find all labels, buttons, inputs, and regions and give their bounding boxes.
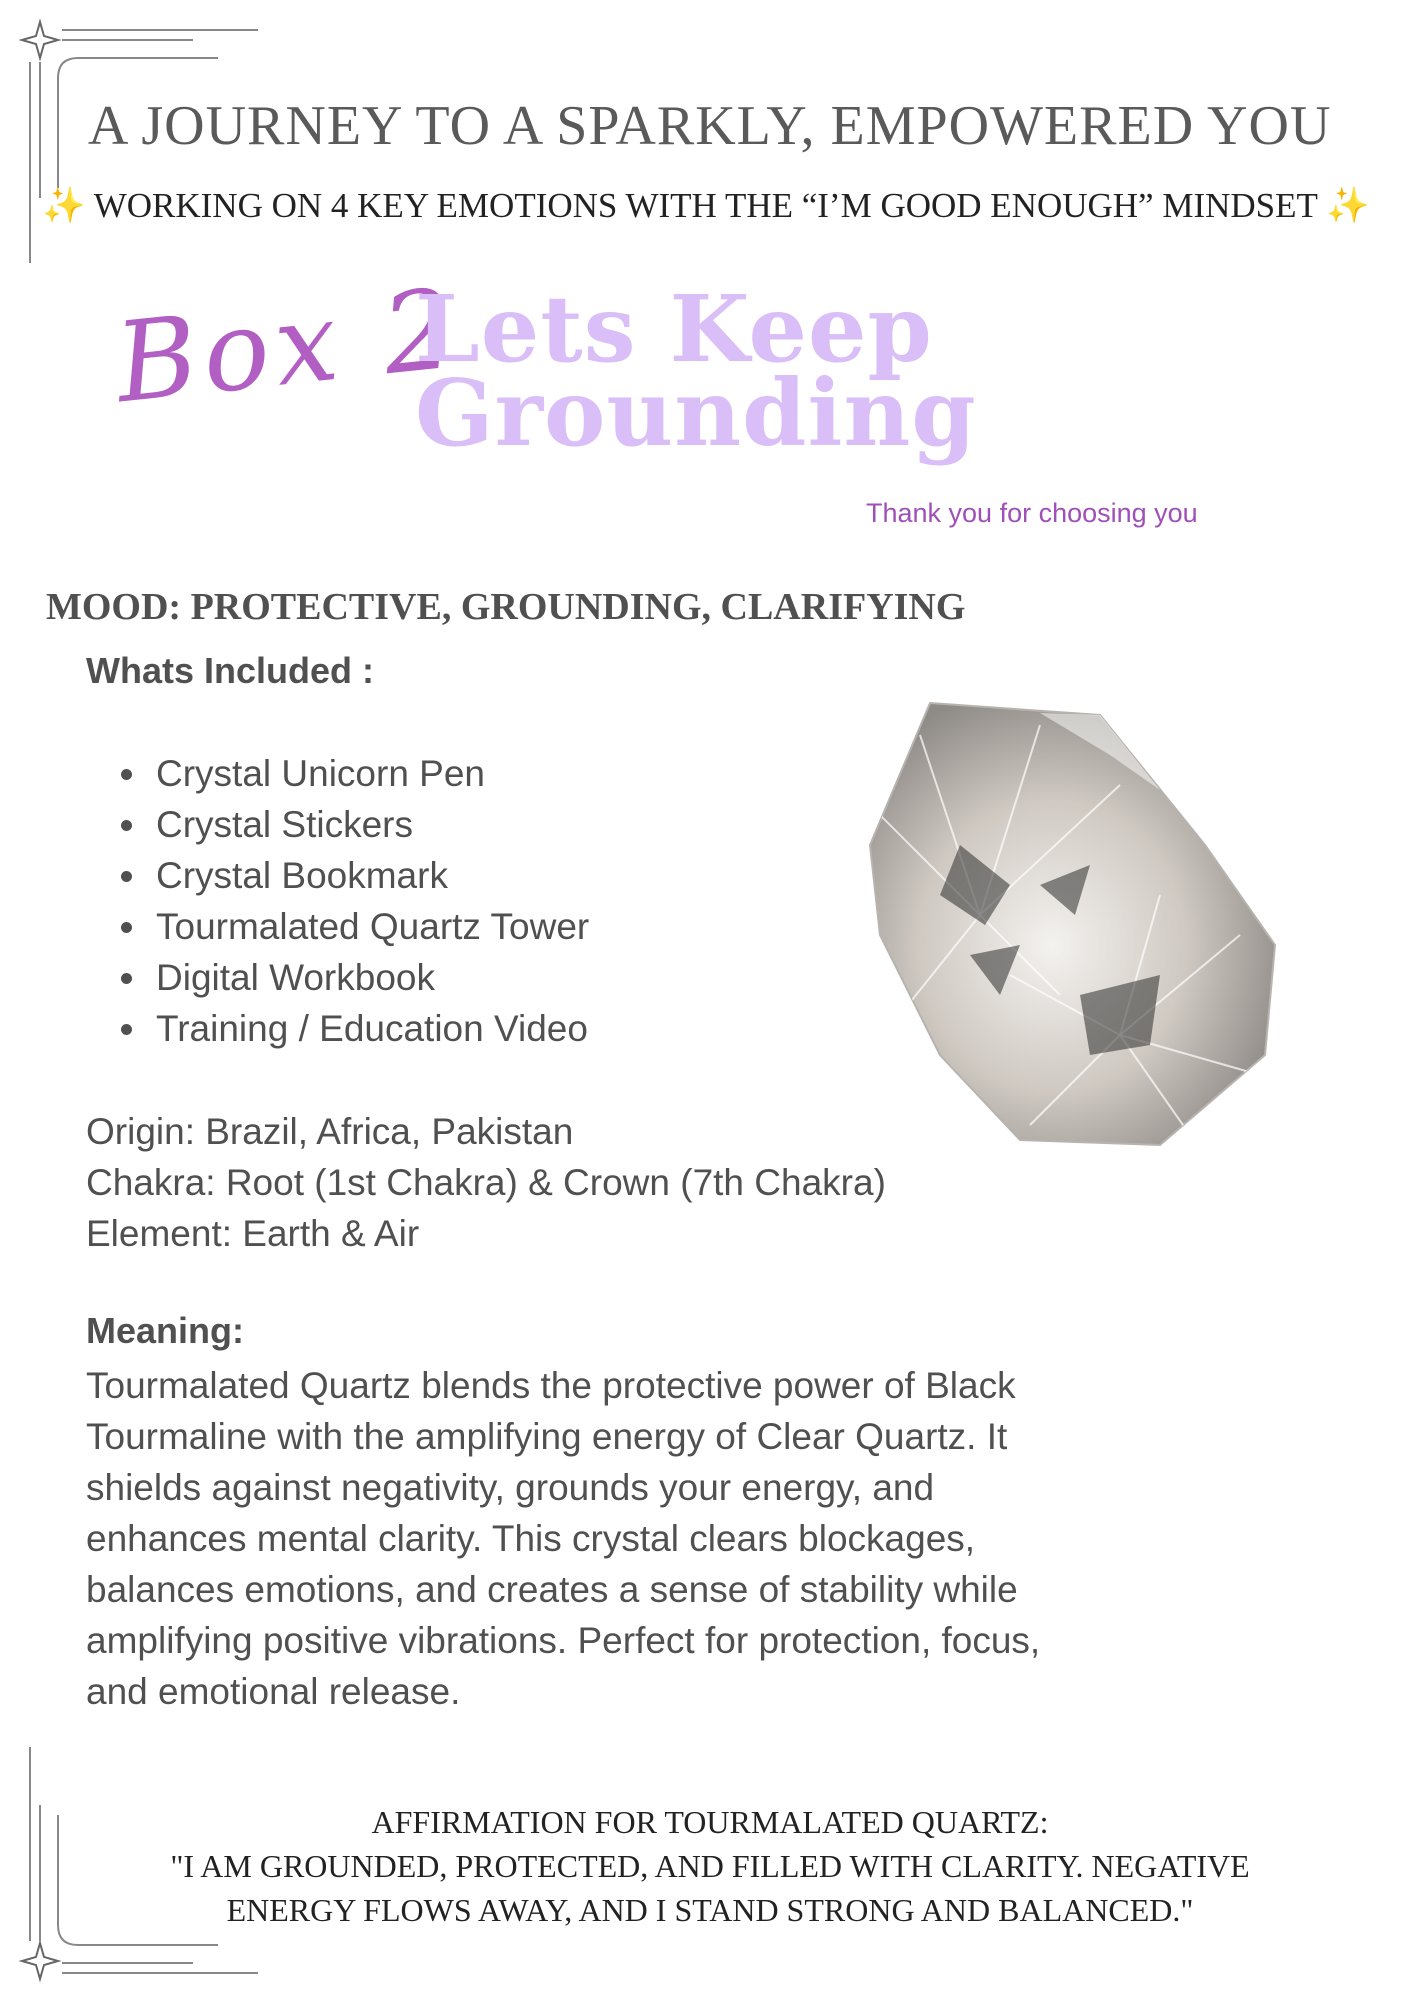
origin-text: Origin: Brazil, Africa, Pakistan — [86, 1111, 574, 1152]
meaning-paragraph: Tourmalated Quartz blends the protective power of Black Tourmaline with the amplifying energy of Clear Quartz. It shields against negativity, grounds your energy, and enhances mental clarity. This crystal clears blockages, balances emotions, and creates a sense of stability while amplifying positive vibrations. Perfect for protection, focus, and emotional release. — [86, 1365, 1041, 1712]
list-item: • Crystal Stickers — [150, 799, 589, 850]
list-item: • Digital Workbook — [150, 952, 589, 1003]
box-label: Box 2 — [110, 264, 466, 428]
section-heading: Lets Keep Grounding — [415, 275, 977, 467]
page-title: A JOURNEY TO A SPARKLY, EMPOWERED YOU — [88, 95, 1332, 157]
subtitle-text: WORKING ON 4 KEY EMOTIONS WITH THE “I’M GOOD ENOUGH” MINDSET — [93, 186, 1318, 225]
list-item: • Training / Education Video — [150, 1003, 589, 1054]
mood-line: MOOD: PROTECTIVE, GROUNDING, CLARIFYING — [46, 586, 966, 628]
tagline: Thank you for choosing you — [866, 498, 1198, 528]
element-text: Element: Earth & Air — [86, 1213, 420, 1254]
meaning-heading: Meaning: — [86, 1310, 244, 1351]
sparkle-icon: ✨ — [42, 186, 86, 225]
list-item: • Crystal Unicorn Pen — [150, 748, 589, 799]
included-list — [108, 748, 589, 1054]
affirmation-block — [120, 1800, 1300, 1932]
sparkle-icon: ✨ — [1326, 186, 1370, 225]
chakra-text: Chakra: Root (1st Chakra) & Crown (7th Chakra) — [86, 1162, 886, 1203]
list-item: • Tourmalated Quartz Tower — [150, 901, 589, 952]
list-item: • Crystal Bookmark — [150, 850, 589, 901]
affirmation-text: "I AM GROUNDED, PROTECTED, AND FILLED WITH CLARITY. NEGATIVE ENERGY FLOWS AWAY, AND I STAND STRONG AND BALANCED." — [170, 1848, 1250, 1928]
crystal-facts — [86, 1106, 886, 1259]
tourmalated-quartz-image — [860, 695, 1280, 1155]
affirmation-label: AFFIRMATION FOR TOURMALATED QUARTZ: — [371, 1804, 1049, 1840]
included-heading: Whats Included : — [86, 650, 374, 691]
page-subtitle — [42, 185, 1370, 226]
